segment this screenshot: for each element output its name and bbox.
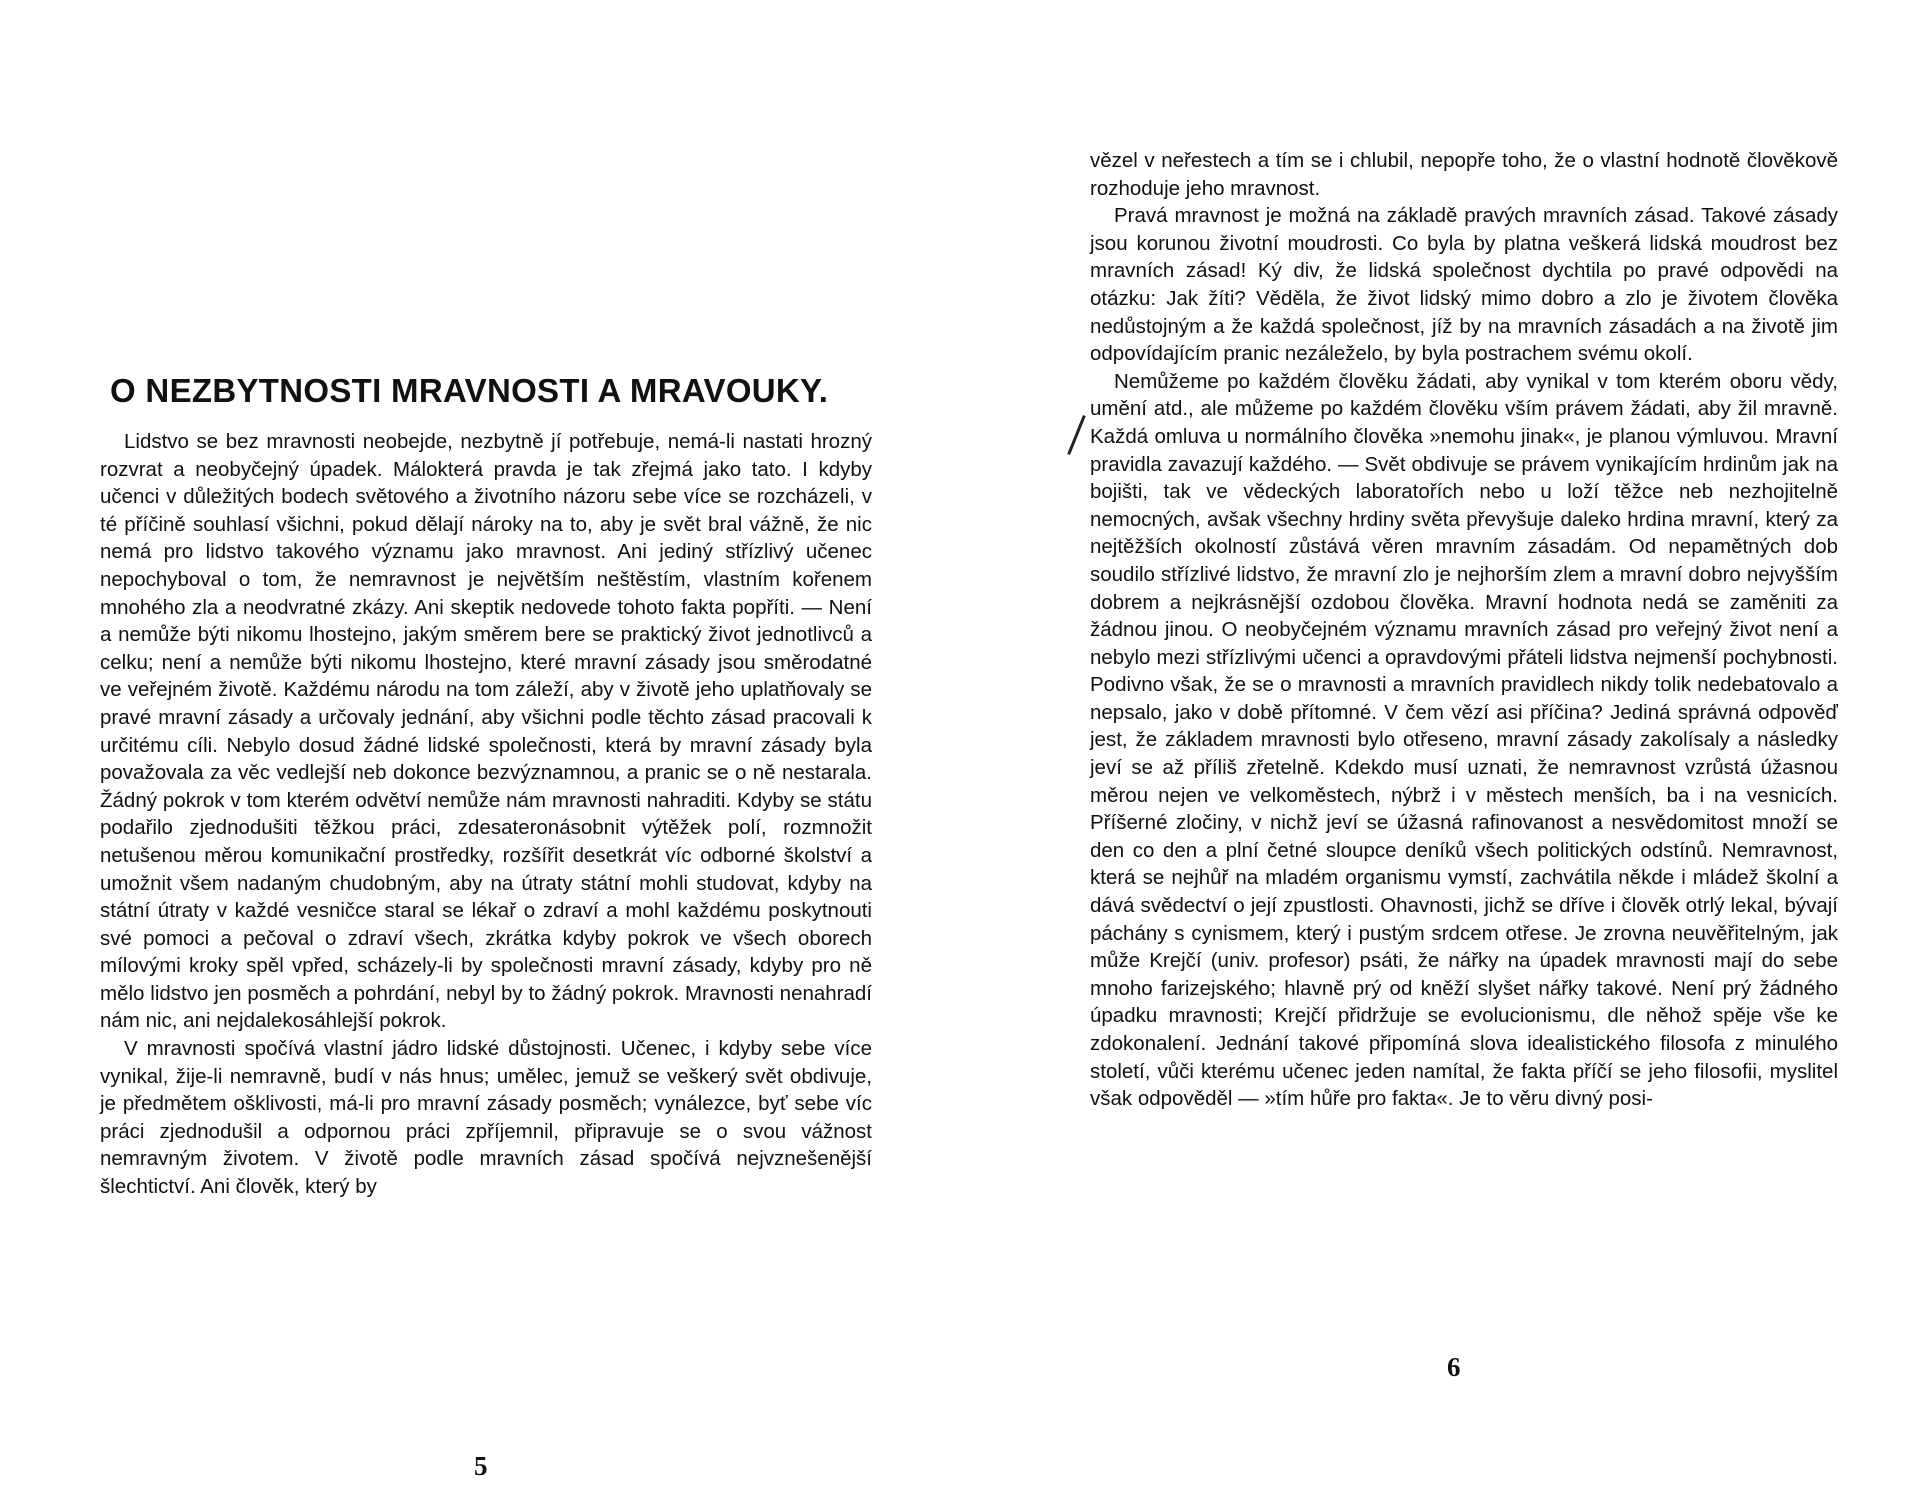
right-paragraph-1: vězel v neřestech a tím se i chlubil, nepopře toho, že o vlastní hodnotě člověkově rozhoduje jeho mravnost. bbox=[1090, 149, 1838, 200]
left-page-number: 5 bbox=[474, 1451, 488, 1481]
left-paragraph-2: V mravnosti spočívá vlastní jádro lidské důstojnosti. Učenec, i kdyby sebe více vynikal, žije-li nemravně, budí v nás hnus; umělec, jemuž se veškerý svět obdivuje, je předmětem ošklivosti, má-li pro mravní zásady posměch; vynálezce, byť sebe víc práci zjednodušil a odpornou práci zpříjemnil, připravuje se o svou vážnost nemravným životem. V životě podle mravních zásad spočívá nejvznešenější šlechtictví. Ani člověk, který by bbox=[100, 1037, 872, 1199]
right-page-number: 6 bbox=[1447, 1352, 1461, 1382]
left-paragraph-1: Lidstvo se bez mravnosti neobejde, nezbytně jí potřebuje, nemá-li nastati hrozný rozvrat a neobyčejný úpadek. Málokterá pravda je tak zřejmá jako tato. I kdyby učenci v důležitých bodech světového a životního názoru sebe více se rozcházeli, v té příčině souhlasí všichni, pokud dělají nároky na to, aby je svět bral vážně, že nic nemá pro lidstvo takového významu jako mravnost. Ani jediný střízlivý učenec nepochyboval o tom, že nemravnost je největším neštěstím, vlastním kořenem mnohého zla a neodvratné zkázy. Ani skeptik nedovede tohoto fakta popříti. — Není a nemůže býti nikomu lhostejno, jakým směrem bere se praktický život jednotlivců a celku; není a nemůže býti nikomu lhostejno, které mravní zásady jsou směrodatné ve veřejném životě. Každému národu na tom záleží, aby v životě jeho uplatňovaly se pravé mravní zásady a určovaly jednání, aby všichni podle těchto zásad pracovali k určitému cíli. Nebylo dosud žádné lidské společnosti, která by mravní zásady byla považovala za věc vedlejší neb dokonce bezvýznamnou, a pranic se o ně nestarala. Žádný pokrok v tom kterém odvětví nemůže nám mravnosti nahraditi. Kdyby se státu podařilo zjednodušiti těžkou práci, zdesateronásobnit výtěžek polí, rozmnožit netušenou měrou komunikační prostředky, rozšířit desetkrát víc odborné školství a umožnit všem nadaným chudobným, aby na útraty státní mohli studovat, kdyby na státní útraty v každé vesničce staral se lékař o zdraví a mohl každému poskytnouti své pomoci a pečoval o zdraví všech, zkrátka kdyby pokrok ve všech oborech mílovými kroky spěl vpřed, scházely-li by společnosti mravní zásady, kdyby pro ně mělo lidstvo jen posměch a pohrdání, nebyl by to žádný pokrok. Mravnosti nenahradí nám nic, ani nejdalekosáhlejší pokrok. bbox=[100, 430, 872, 1033]
right-page bbox=[961, 0, 1922, 1500]
left-page-body bbox=[100, 428, 872, 1201]
margin-pencil-mark bbox=[1067, 415, 1086, 455]
chapter-title: O NEZBYTNOSTI MRAVNOSTI A MRAVOUKY. bbox=[110, 372, 829, 409]
right-paragraph-3: Nemůžeme po každém člověku žádati, aby vynikal v tom kterém oboru vědy, umění atd., ale můžeme po každém člověku vším právem žádati, aby žil mravně. Každá omluva u normálního člověka »nemohu jinak«, je planou výmluvou. Mravní pravidla zavazují každého. — Svět obdivuje se právem vynikajícím hrdinům jak na bojišti, tak ve vědeckých laboratořích nebo u loží těžce neb nezhojitelně nemocných, avšak všechny hrdiny světa převyšuje daleko hrdina mravní, který za nejtěžších okolností zůstává věren mravním zásadám. Od nepamětných dob soudilo střízlivé lidstvo, že mravní zlo je nejhorším zlem a mravní dobro nejvyšším dobrem a nejkrásnější ozdobou člověka. Mravní hodnota nedá se zaměniti za žádnou jinou. O neobyčejném významu mravních zásad pro veřejný život není a nebylo mezi střízlivými učenci a opravdovými přáteli lidstva nejmenší pochybnosti. Podivno však, že se o mravnosti a mravních pravidlech nikdy tolik nedebatovalo a nepsalo, jako v době přítomné. V čem vězí asi příčina? Jediná správná odpověď jest, že základem mravnosti bylo otřeseno, mravní zásady zakolísaly a následky jeví se až příliš zřetelně. Kdekdo musí uznati, že nemravnost vzrůstá úžasnou měrou nejen ve velkoměstech, nýbrž i v městech menších, ba i na vesnicích. Příšerné zločiny, v nichž jeví se úžasná rafinovanost a nesvědomitost množí se den co den a plní četné sloupce deníků všech politických odstínů. Nemravnost, která se nejhůř na mladém organismu vymstí, zachvátila někde i mládež školní a dává svědectví o její zpustlosti. Ohavnosti, jichž se dříve i člověk otrlý lekal, bývají páchány s cynismem, který i pustým srdcem otřese. Je zrovna neuvěřitelným, jak může Krejčí (univ. profesor) psáti, že nářky na úpadek mravnosti mají do sebe mnoho farizejského; hlavně prý od kněží slyšet nářky takové. Není prý žádného úpadku mravnosti; Krejčí přidržuje se evolucionismu, dle něhož spěje vše ke zdokonalení. Jednání takové připomíná slova idealistického filosofa z minulého století, vůči kterému učenec jeden namítal, že fakta příčí se jeho filosofii, myslitel však odpověděl — »tím hůře pro fakta«. Je to věru divný posi- bbox=[1090, 369, 1838, 1111]
right-paragraph-2: Pravá mravnost je možná na základě pravých mravních zásad. Takové zásady jsou korunou životní moudrosti. Co byla by platna veškerá lidská moudrost bez mravních zásad! Ký div, že lidská společnost dychtila po pravé odpovědi na otázku: Jak žíti? Věděla, že život lidský mimo dobro a zlo je životem člověka nedůstojným a že každá společnost, jíž by na mravních zásadách a na životě jim odpovídajícím pranic nezáleželo, by byla postrachem svému okolí. bbox=[1090, 204, 1838, 366]
right-page-body bbox=[1090, 147, 1838, 1113]
